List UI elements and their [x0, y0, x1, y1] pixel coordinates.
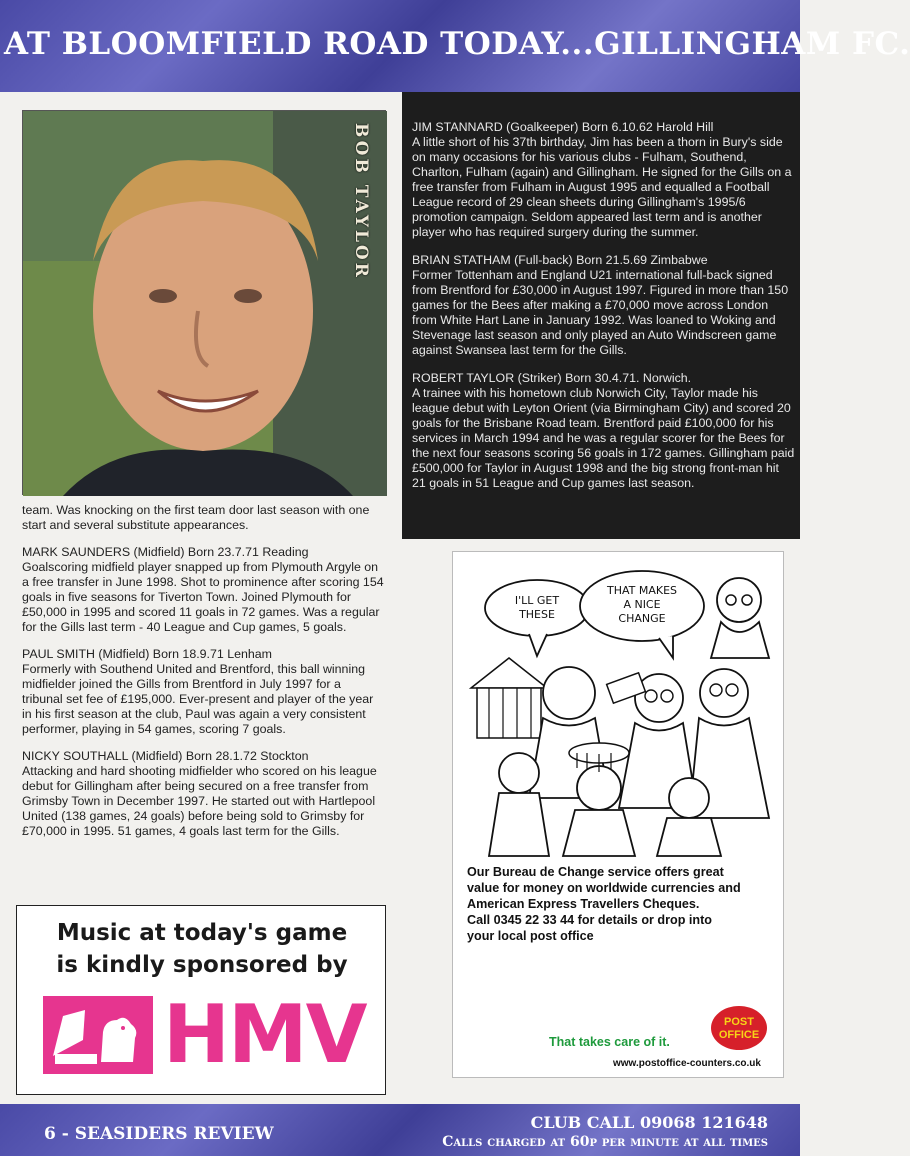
post-office-logo	[709, 1004, 769, 1052]
advert-url[interactable]: www.postoffice-counters.co.uk	[613, 1058, 761, 1069]
bubble-left-line: THESE	[519, 608, 555, 621]
photo-caption: BOB TAYLOR	[351, 123, 371, 280]
right-column-text	[412, 120, 796, 504]
advert-line: American Express Travellers Cheques.	[467, 897, 700, 911]
player-entry	[22, 545, 384, 635]
player-portrait-image	[23, 111, 387, 496]
player-entry	[412, 371, 796, 491]
player-heading: MARK SAUNDERS (Midfield) Born 23.7.71 Reading	[22, 545, 309, 559]
advert-line: Call 0345 22 33 44 for details or drop into	[467, 913, 712, 927]
player-entry	[22, 647, 384, 737]
player-heading: ROBERT TAYLOR (Striker) Born 30.4.71. Norwich.	[412, 371, 692, 385]
player-body: A trainee with his hometown club Norwich City, Taylor made his league debut with Leyton Orient (via Birmingham City) and scored 20 goals for the Brisbane Road team. Brentford paid £100,000 for his services in March 1994 and he was a regular scorer for the Bees for the next four seasons scoring 56 goals in 172 games. Gillingham paid £500,000 for Taylor in August 1998 and the big strong front-man hit 21 goals in 51 League and Cup games last season.	[412, 386, 795, 490]
player-body: Former Tottenham and England U21 international full-back signed from Brentford for £30,000 in August 1997. Figured in more than 150 games for the Bees after making a £70,000 move across London from White Hart Lane in January 1992. Was loaned to Woking and Stevenage last season and only played an Auto Windscreen game against Swansea last term for the Gills.	[412, 268, 789, 357]
bubble-right-line: CHANGE	[618, 612, 666, 625]
player-body: A little short of his 37th birthday, Jim has been a thorn in Bury's side on many occasions for his various clubs - Fulham, Southend, Charlton, Fulham (again) and Gillingham. He signed for the Gills on a free transfer from Fulham in August 1995 and equalled a Football League record of 29 clean sheets during Gillingham's 1995/6 promotion campaign. Seldom appeared last term and is another player who has required surgery during the summer.	[412, 135, 792, 239]
logo-line: OFFICE	[718, 1029, 760, 1041]
page-footer	[0, 1104, 800, 1156]
post-office-advert	[452, 551, 784, 1078]
logo-line: POST	[724, 1016, 754, 1028]
bubble-right-line: A NICE	[623, 598, 661, 611]
player-heading: JIM STANNARD (Goalkeeper) Born 6.10.62 Harold Hill	[412, 120, 714, 134]
bubble-left-line: I'LL GET	[514, 594, 560, 607]
advert-line: value for money on worldwide currencies and	[467, 881, 741, 895]
player-body: Goalscoring midfield player snapped up from Plymouth Argyle on a free transfer in June 1998. Shot to prominence after scoring 154 goals in five seasons for Tiverton Town. Joined Plymouth for £50,000 in 1995 and scored 11 goals in 72 games. Was a regular for the Gills last term - 40 League and Cup games, 5 goals.	[22, 560, 384, 634]
sponsor-line-2: is kindly sponsored by	[56, 952, 348, 978]
player-heading: BRIAN STATHAM (Full-back) Born 21.5.69 Zimbabwe	[412, 253, 708, 267]
player-body: Formerly with Southend United and Brentford, this ball winning midfielder joined the Gills from Brentford in July 1997 for a tribunal set fee of £195,000. Ever-present and player of the year in his first season at the club, Paul was again a very consistent performer, playing in 54 games, scoring 7 goals.	[22, 662, 374, 736]
hmv-dog-panel	[43, 996, 153, 1074]
player-entry	[22, 749, 384, 839]
hmv-sponsor-box	[16, 905, 386, 1095]
bubble-right-line: THAT MAKES	[606, 584, 678, 597]
advert-tagline: That takes care of it.	[549, 1035, 670, 1049]
hmv-logo	[43, 988, 366, 1081]
player-heading: NICKY SOUTHALL (Midfield) Born 28.1.72 Stockton	[22, 749, 309, 763]
hmv-wordmark: HMV	[163, 988, 366, 1081]
continuation-paragraph: team. Was knocking on the first team door last season with one start and several substitute appearances.	[22, 503, 370, 532]
player-photo	[22, 110, 386, 495]
page-title: AT BLOOMFIELD ROAD TODAY...GILLINGHAM FC.	[4, 26, 910, 62]
page-header	[0, 0, 910, 92]
left-column-text	[22, 503, 384, 851]
player-body: Attacking and hard shooting midfielder who scored on his league debut for Gillingham after being secured on a free transfer from Grimsby Town in December 1997. He started out with Hartlepool United (138 games, 24 goals) before being sold to Grimsby for £70,000 in 1995. 51 games, 4 goals last term for the Gills.	[22, 764, 377, 838]
player-entry	[412, 253, 796, 358]
club-call: CLUB CALL 09068 121648	[530, 1113, 768, 1132]
page-label: 6 - SEASIDERS REVIEW	[44, 1124, 274, 1144]
advert-line: Our Bureau de Change service offers great	[467, 865, 724, 879]
sponsor-line-1: Music at today's game	[56, 920, 348, 946]
advert-body	[467, 864, 777, 944]
dog-gramophone-icon	[43, 996, 153, 1074]
player-entry	[412, 120, 796, 240]
cartoon-illustration	[459, 558, 779, 856]
player-heading: PAUL SMITH (Midfield) Born 18.9.71 Lenham	[22, 647, 272, 661]
call-charges: Calls charged at 60p per minute at all times	[442, 1134, 768, 1150]
advert-line: your local post office	[467, 929, 594, 943]
